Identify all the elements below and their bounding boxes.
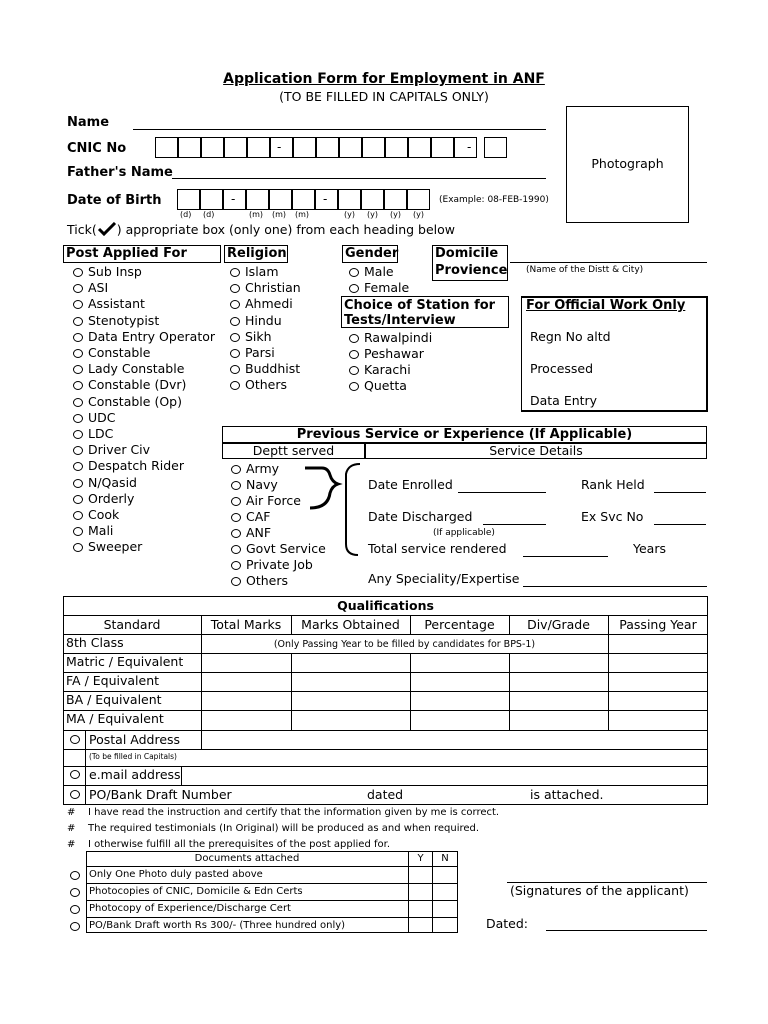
checkmark-icon bbox=[97, 222, 117, 236]
email-label: e.mail address bbox=[89, 767, 181, 782]
tick-instruction bbox=[67, 222, 455, 237]
radio-option[interactable] bbox=[231, 481, 241, 490]
station-option-label: Karachi bbox=[364, 362, 411, 377]
radio-option[interactable] bbox=[73, 300, 83, 309]
post-option-label: Stenotypist bbox=[88, 312, 160, 328]
date-discharged-label: Date Discharged bbox=[368, 509, 473, 524]
qualification-column-header: Marks Obtained bbox=[301, 617, 400, 632]
tick-suffix: ) appropriate box (only one) from each heading below bbox=[116, 222, 456, 237]
post-option-label: UDC bbox=[88, 409, 116, 425]
date-discharged-field[interactable] bbox=[483, 524, 546, 525]
photograph-box[interactable] bbox=[566, 106, 689, 223]
qualification-8th-note: (Only Passing Year to be filled by candidates for BPS-1) bbox=[273, 639, 536, 650]
if-applicable-note: (If applicable) bbox=[433, 528, 495, 538]
table-line bbox=[63, 615, 708, 616]
table-line bbox=[85, 730, 86, 766]
email-radio[interactable] bbox=[70, 770, 80, 779]
table-line bbox=[63, 634, 708, 635]
radio-option[interactable] bbox=[349, 382, 359, 391]
radio-option[interactable] bbox=[230, 349, 240, 358]
table-line bbox=[63, 785, 708, 786]
table-line bbox=[181, 766, 182, 785]
declaration-marker: # bbox=[67, 839, 76, 850]
qualification-column-header: Div/Grade bbox=[527, 617, 590, 632]
qualification-column-header: Percentage bbox=[424, 617, 495, 632]
cnic-digit-box[interactable] bbox=[385, 137, 408, 158]
name-label: Name bbox=[67, 115, 110, 130]
declaration-text: I have read the instruction and certify that the information given by me is correct. bbox=[88, 807, 500, 818]
documents-heading: Documents attached bbox=[194, 853, 300, 864]
radio-option[interactable] bbox=[73, 365, 83, 374]
religion-option-label: Others bbox=[245, 377, 288, 393]
radio-option[interactable] bbox=[230, 317, 240, 326]
dob-digit-box[interactable] bbox=[292, 189, 315, 210]
radio-option[interactable] bbox=[73, 414, 83, 423]
religion-option-label: Parsi bbox=[245, 345, 275, 360]
radio-option[interactable] bbox=[349, 284, 359, 293]
table-line bbox=[410, 653, 411, 730]
document-radio[interactable] bbox=[70, 888, 80, 897]
deptt-option-label: Navy bbox=[246, 477, 278, 492]
declaration-text: The required testimonials (In Original) will be produced as and when required. bbox=[88, 823, 480, 834]
domicile-field[interactable] bbox=[510, 262, 707, 263]
documents-y-label: Y bbox=[417, 853, 424, 864]
domicile-heading-line2: Provience bbox=[435, 263, 508, 278]
radio-option[interactable] bbox=[231, 497, 241, 506]
radio-option[interactable] bbox=[73, 495, 83, 504]
cnic-digit-box[interactable] bbox=[408, 137, 431, 158]
religion-option-label: Buddhist bbox=[245, 361, 301, 377]
station-heading-line1: Choice of Station for bbox=[344, 298, 496, 313]
cnic-digit-box[interactable] bbox=[224, 137, 247, 158]
radio-option[interactable] bbox=[230, 381, 240, 390]
radio-option[interactable] bbox=[231, 545, 241, 554]
domicile-heading-line1: Domicile bbox=[435, 246, 499, 261]
deptt-served-label: Deptt served bbox=[222, 443, 365, 459]
dob-digit-box[interactable] bbox=[177, 189, 200, 210]
post-option-label: Cook bbox=[88, 507, 120, 522]
declaration-marker: # bbox=[67, 807, 76, 818]
document-radio[interactable] bbox=[70, 905, 80, 914]
dob-digit-box[interactable] bbox=[407, 189, 430, 210]
domicile-note: (Name of the Distt & City) bbox=[526, 265, 644, 275]
service-details-label: Service Details bbox=[365, 443, 707, 459]
qualifications-heading: Qualifications bbox=[337, 598, 434, 613]
station-heading-line2: Tests/Interview bbox=[344, 313, 456, 328]
po-draft-label: PO/Bank Draft Number bbox=[89, 787, 232, 802]
post-option-label: Assistant bbox=[88, 296, 145, 312]
gender-option-label: Female bbox=[364, 280, 410, 296]
gender-option-label: Male bbox=[364, 264, 394, 279]
radio-option[interactable] bbox=[231, 529, 241, 538]
speciality-field[interactable] bbox=[523, 586, 707, 587]
postal-address-label: Postal Address bbox=[89, 732, 181, 747]
table-line bbox=[86, 917, 458, 918]
cnic-digit-box[interactable] bbox=[339, 137, 362, 158]
document-n-checkbox[interactable] bbox=[433, 919, 457, 935]
radio-option[interactable] bbox=[73, 398, 83, 407]
cnic-digit-box[interactable] bbox=[293, 137, 316, 158]
table-line bbox=[86, 866, 458, 867]
radio-option[interactable] bbox=[73, 511, 83, 520]
service-heading: Previous Service or Experience (If Applicable) bbox=[222, 426, 707, 443]
cnic-digit-box[interactable] bbox=[178, 137, 201, 158]
radio-option[interactable] bbox=[230, 284, 240, 293]
date-of-birth-label: Date of Birth bbox=[67, 193, 162, 208]
dob-digit-box[interactable] bbox=[200, 189, 223, 210]
po-attached-label: is attached. bbox=[530, 787, 604, 802]
table-line bbox=[85, 766, 86, 805]
table-line bbox=[509, 653, 510, 730]
date-enrolled-label: Date Enrolled bbox=[368, 477, 453, 492]
cnic-digit-box[interactable] bbox=[316, 137, 339, 158]
post-option-label: Constable bbox=[88, 345, 151, 360]
official-data-entry: Data Entry bbox=[530, 393, 598, 408]
cnic-digit-box[interactable] bbox=[201, 137, 224, 158]
radio-option[interactable] bbox=[349, 350, 359, 359]
document-n-checkbox[interactable] bbox=[433, 885, 457, 901]
religion-option-label: Hindu bbox=[245, 312, 282, 328]
signature-label: (Signatures of the applicant) bbox=[510, 883, 689, 898]
cnic-digit-box[interactable] bbox=[362, 137, 385, 158]
dob-example: (Example: 08-FEB-1990) bbox=[439, 195, 549, 205]
radio-option[interactable] bbox=[231, 561, 241, 570]
radio-option[interactable] bbox=[231, 577, 241, 586]
total-service-field[interactable] bbox=[523, 556, 608, 557]
rank-held-field[interactable] bbox=[654, 492, 706, 493]
years-label: Years bbox=[633, 541, 666, 556]
cnic-digit-box[interactable] bbox=[484, 137, 507, 158]
post-option-label: Mali bbox=[88, 523, 114, 539]
declaration-marker: # bbox=[67, 823, 76, 834]
post-option-label: Despatch Rider bbox=[88, 458, 185, 474]
qualification-row-label: 8th Class bbox=[66, 635, 124, 650]
radio-option[interactable] bbox=[230, 268, 240, 277]
post-option-label: ASI bbox=[88, 280, 109, 296]
radio-option[interactable] bbox=[349, 366, 359, 375]
table-line bbox=[608, 634, 609, 653]
qualification-column-header: Total Marks bbox=[210, 617, 282, 632]
dob-year-label: (y) bbox=[390, 210, 401, 219]
post-option-label: Sub Insp bbox=[88, 264, 142, 279]
speciality-label: Any Speciality/Expertise bbox=[368, 571, 520, 586]
post-option-label: Sweeper bbox=[88, 539, 143, 555]
deptt-option-label: ANF bbox=[246, 525, 272, 540]
radio-option[interactable] bbox=[73, 381, 83, 390]
po-draft-radio[interactable] bbox=[70, 790, 80, 799]
post-option-label: Driver Civ bbox=[88, 442, 151, 458]
table-line bbox=[291, 653, 292, 730]
post-option-label: Constable (Op) bbox=[88, 393, 182, 409]
qualification-column-header: Passing Year bbox=[619, 617, 697, 632]
post-option-label: Lady Constable bbox=[88, 361, 185, 377]
radio-option[interactable] bbox=[73, 446, 83, 455]
document-item-label: PO/Bank Draft worth Rs 300/- (Three hundred only) bbox=[89, 920, 346, 931]
post-applied-heading: Post Applied For bbox=[63, 245, 221, 263]
qualification-row-label: BA / Equivalent bbox=[66, 692, 162, 707]
radio-option[interactable] bbox=[73, 333, 83, 342]
official-regn: Regn No altd bbox=[530, 329, 611, 344]
cnic-digit-box[interactable] bbox=[454, 137, 477, 158]
religion-option-label: Islam bbox=[245, 264, 279, 279]
post-option-label: Data Entry Operator bbox=[88, 328, 216, 344]
dob-day-label: (d) bbox=[180, 210, 192, 219]
station-option-label: Quetta bbox=[364, 378, 407, 393]
dob-day-label: (d) bbox=[203, 210, 215, 219]
radio-option[interactable] bbox=[73, 349, 83, 358]
ex-svc-label: Ex Svc No bbox=[581, 509, 644, 524]
radio-option[interactable] bbox=[230, 333, 240, 342]
cnic-digit-box[interactable] bbox=[431, 137, 454, 158]
radio-option[interactable] bbox=[231, 513, 241, 522]
table-line bbox=[201, 730, 202, 749]
signature-dated-label: Dated: bbox=[486, 916, 529, 931]
dob-digit-box[interactable] bbox=[269, 189, 292, 210]
dob-digit-box[interactable] bbox=[384, 189, 407, 210]
table-line bbox=[63, 730, 708, 731]
name-field[interactable] bbox=[133, 129, 546, 130]
document-item-label: Photocopies of CNIC, Domicile & Edn Certs bbox=[89, 886, 303, 897]
radio-option[interactable] bbox=[230, 365, 240, 374]
qualification-row-label: FA / Equivalent bbox=[66, 673, 160, 688]
date-enrolled-field[interactable] bbox=[458, 492, 546, 493]
table-line bbox=[608, 653, 609, 730]
po-dated-label: dated bbox=[367, 787, 404, 802]
official-work-heading: For Official Work Only bbox=[526, 298, 686, 313]
post-option-label: LDC bbox=[88, 426, 114, 441]
rank-held-label: Rank Held bbox=[581, 477, 645, 492]
dob-dash: - bbox=[231, 192, 236, 206]
radio-option[interactable] bbox=[349, 334, 359, 343]
document-item-label: Photocopy of Experience/Discharge Cert bbox=[89, 903, 291, 914]
cnic-digit-box[interactable] bbox=[155, 137, 178, 158]
cnic-dash: - bbox=[467, 140, 472, 154]
table-line bbox=[86, 900, 458, 901]
dob-digit-box[interactable] bbox=[361, 189, 384, 210]
post-option-label: Orderly bbox=[88, 490, 135, 506]
table-line bbox=[86, 883, 458, 884]
table-line bbox=[63, 672, 708, 673]
document-y-checkbox[interactable] bbox=[409, 885, 432, 901]
dob-year-label: (y) bbox=[413, 210, 424, 219]
dob-month-label: (m) bbox=[272, 210, 287, 219]
document-item-label: Only One Photo duly pasted above bbox=[89, 869, 263, 880]
deptt-option-label: Private Job bbox=[246, 557, 313, 572]
document-n-checkbox[interactable] bbox=[433, 868, 457, 884]
qualification-row-label: MA / Equivalent bbox=[66, 711, 164, 726]
document-n-checkbox[interactable] bbox=[433, 902, 457, 918]
radio-option[interactable] bbox=[73, 479, 83, 488]
domicile-heading bbox=[432, 245, 508, 281]
tick-prefix: Tick( bbox=[67, 222, 97, 237]
dob-digit-box[interactable] bbox=[246, 189, 269, 210]
form-title: Application Form for Employment in ANF bbox=[223, 71, 545, 87]
dob-dash: - bbox=[323, 192, 328, 206]
station-heading bbox=[341, 296, 509, 328]
fathers-name-label: Father's Name bbox=[67, 165, 173, 180]
document-radio[interactable] bbox=[70, 871, 80, 880]
document-y-checkbox[interactable] bbox=[409, 919, 432, 935]
postal-address-radio[interactable] bbox=[70, 735, 80, 744]
radio-option[interactable] bbox=[73, 462, 83, 471]
ex-svc-field[interactable] bbox=[654, 524, 706, 525]
post-option-label: Constable (Dvr) bbox=[88, 377, 187, 393]
station-option-label: Rawalpindi bbox=[364, 330, 433, 345]
radio-option[interactable] bbox=[73, 430, 83, 439]
document-y-checkbox[interactable] bbox=[409, 868, 432, 884]
fathers-name-field[interactable] bbox=[172, 178, 546, 179]
deptt-option-label: Army bbox=[246, 461, 280, 476]
cnic-digit-box[interactable] bbox=[247, 137, 270, 158]
deptt-option-label: CAF bbox=[246, 509, 271, 524]
radio-option[interactable] bbox=[73, 543, 83, 552]
religion-option-label: Sikh bbox=[245, 328, 272, 344]
declaration-text: I otherwise fulfill all the prerequisites of the post applied for. bbox=[88, 839, 390, 850]
brace-icon bbox=[300, 460, 370, 560]
signature-dated-field[interactable] bbox=[546, 930, 707, 931]
photograph-label: Photograph bbox=[591, 156, 664, 171]
table-line bbox=[201, 653, 202, 730]
religion-heading: Religion bbox=[224, 245, 288, 263]
cnic-label: CNIC No bbox=[67, 141, 127, 156]
form-subtitle: (TO BE FILLED IN CAPITALS ONLY) bbox=[279, 89, 489, 104]
radio-option[interactable] bbox=[230, 300, 240, 309]
qualification-row-label: Matric / Equivalent bbox=[66, 654, 184, 669]
gender-heading: Gender bbox=[342, 245, 398, 263]
deptt-option-label: Air Force bbox=[246, 493, 301, 508]
deptt-option-label: Govt Service bbox=[246, 541, 326, 556]
qualification-column-header: Standard bbox=[103, 617, 161, 632]
radio-option[interactable] bbox=[73, 268, 83, 277]
cnic-digit-box[interactable] bbox=[270, 137, 293, 158]
caps-note: (To be filled in Capitals) bbox=[89, 752, 177, 761]
dob-year-label: (y) bbox=[344, 210, 355, 219]
religion-option-label: Christian bbox=[245, 280, 301, 296]
dob-month-label: (m) bbox=[295, 210, 310, 219]
religion-option-label: Ahmedi bbox=[245, 296, 293, 312]
radio-option[interactable] bbox=[73, 317, 83, 326]
radio-option[interactable] bbox=[73, 284, 83, 293]
document-y-checkbox[interactable] bbox=[409, 902, 432, 918]
dob-digit-box[interactable] bbox=[338, 189, 361, 210]
table-line bbox=[63, 749, 708, 750]
official-processed: Processed bbox=[530, 361, 594, 376]
total-service-label: Total service rendered bbox=[368, 541, 507, 556]
dob-month-label: (m) bbox=[249, 210, 264, 219]
documents-n-label: N bbox=[441, 853, 449, 864]
radio-option[interactable] bbox=[73, 527, 83, 536]
radio-option[interactable] bbox=[349, 268, 359, 277]
station-option-label: Peshawar bbox=[364, 346, 424, 361]
deptt-option-label: Others bbox=[246, 573, 289, 588]
cnic-dash: - bbox=[277, 140, 282, 154]
dob-year-label: (y) bbox=[367, 210, 378, 219]
document-radio[interactable] bbox=[70, 922, 80, 931]
radio-option[interactable] bbox=[231, 465, 241, 474]
post-option-label: N/Qasid bbox=[88, 474, 137, 490]
